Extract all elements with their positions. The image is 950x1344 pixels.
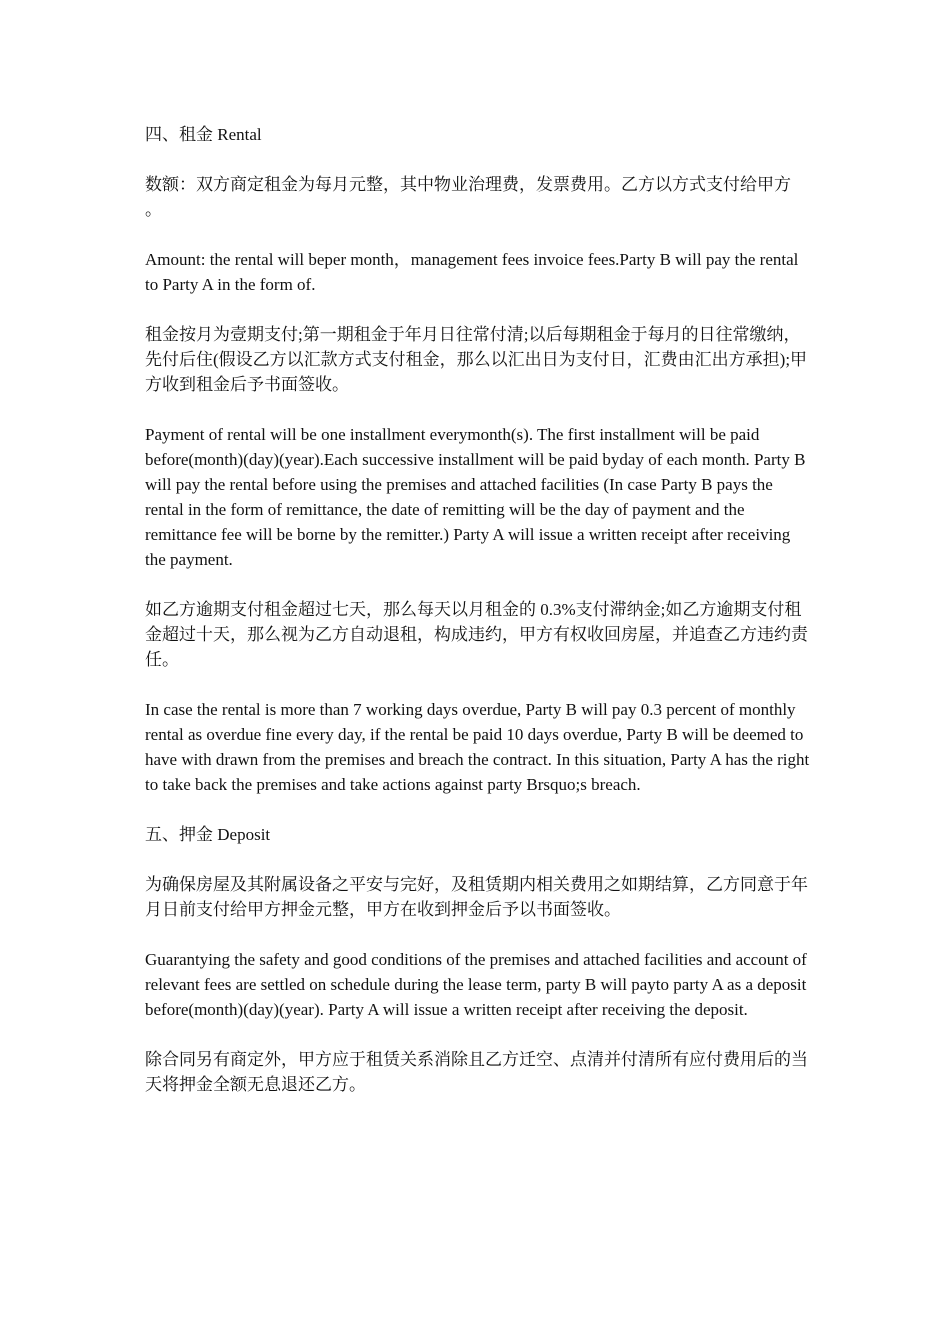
paragraph-amount-en: Amount: the rental will beper month，management fees invoice fees.Party B will pay the rental to Party A in the form of.: [145, 250, 799, 294]
paragraph-deposit-en: Guarantying the safety and good conditions of the premises and attached facilities and account of relevant fees are settled on schedule during the lease term, party B will payto party A as a deposit before(month)(day)(year). Party A will issue a written receipt after receiving the deposit.: [145, 950, 807, 1019]
paragraph-overdue-en: In case the rental is more than 7 working days overdue, Party B will pay 0.3 percent of monthly rental as overdue fine every day, if the rental be paid 10 days overdue, Party B will be deemed to have with drawn from the premises and breach the contract. In this situation, Party A has the right to take back the premises and take actions against party Brsquo;s breach.: [145, 700, 810, 794]
paragraph-payment-en: Payment of rental will be one installment everymonth(s). The first installment will be paid before(month)(day)(year).Each successive installment will be paid byday of each month. Party B will pay the rental before using the premises and attached facilities (In case Party B pays the rental in the form of remittance, the date of remitting will be the day of payment and the remittance fee will be borne by the remitter.) Party A will issue a written receipt after receiving the payment.: [145, 425, 806, 569]
section-heading-deposit: 五、押金 Deposit: [145, 825, 271, 844]
paragraph-payment-cn: 租金按月为壹期支付;第一期租金于年月日往常付清;以后每期租金于每月的日往常缴纳，先付后住(假设乙方以汇款方式支付租金，那么以汇出日为支付日，汇费由汇出方承担);甲方收到租金后予书面签收。: [145, 325, 808, 394]
paragraph-refund-cn: 除合同另有商定外，甲方应于租赁关系消除且乙方迁空、点清并付清所有应付费用后的当天将押金全额无息退还乙方。: [145, 1050, 808, 1094]
document-body: [145, 122, 810, 1122]
paragraph-deposit-cn: 为确保房屋及其附属设备之平安与完好，及租赁期内相关费用之如期结算，乙方同意于年月日前支付给甲方押金元整，甲方在收到押金后予以书面签收。: [145, 875, 808, 919]
paragraph-overdue-cn: 如乙方逾期支付租金超过七天，那么每天以月租金的 0.3%支付滞纳金;如乙方逾期支付租金超过十天，那么视为乙方自动退租，构成违约，甲方有权收回房屋，并追查乙方违约责任。: [145, 600, 808, 669]
paragraph-amount-cn: 数额：双方商定租金为每月元整，其中物业治理费，发票费用。乙方以方式支付给甲方 。: [145, 175, 791, 219]
section-heading-rental: 四、租金 Rental: [145, 125, 262, 144]
